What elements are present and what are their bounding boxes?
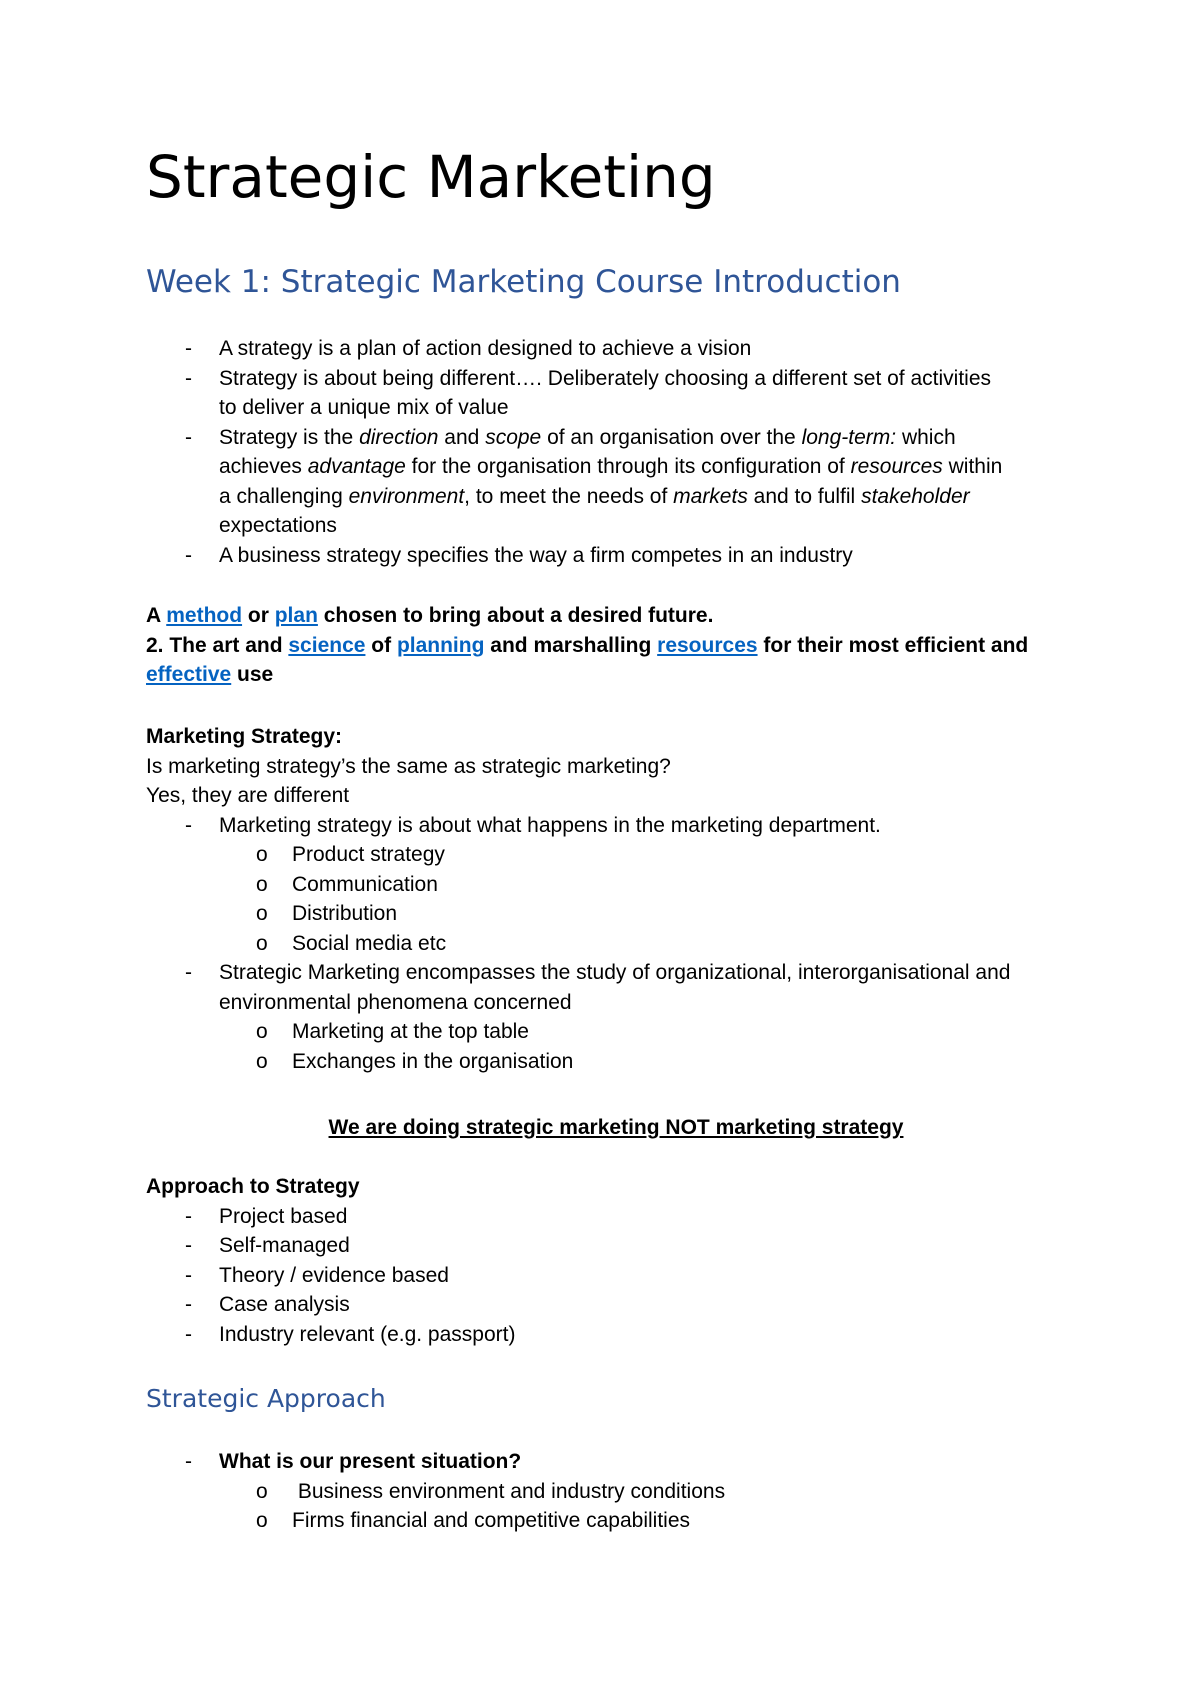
answer-text: Yes, they are different	[146, 784, 350, 807]
list-item: - A business strategy specifies the way a firm competes in an industry	[146, 541, 1086, 571]
sub-list-item: o Business environment and industry conditions	[146, 1477, 1086, 1507]
list-item: - What is our present situation?	[146, 1447, 1086, 1477]
bullet-dash: -	[185, 425, 192, 449]
sub-list-item: o Product strategy	[146, 840, 1086, 870]
sub-bullet: o	[256, 1049, 268, 1073]
bullet-dash: -	[185, 366, 192, 390]
bullet-dash: -	[185, 1450, 192, 1473]
emphasis-line	[146, 1113, 1086, 1143]
list-item-continuation: a challenging environment, to meet the needs of markets and to fulfil stakeholder	[219, 484, 970, 508]
intro-bullets	[146, 334, 1086, 570]
bullet-dash: -	[185, 337, 192, 360]
sub-bullet: o	[256, 1020, 268, 1043]
link-effective[interactable]: effective	[146, 663, 232, 686]
link-planning[interactable]: planning	[396, 633, 485, 657]
bullet-dash: -	[185, 1263, 192, 1287]
sub-list-item: o Communication	[146, 870, 1086, 900]
sub-bullet: o	[256, 1479, 268, 1503]
list-item: - Strategy is the direction and scope of an organisation over the long-term: which	[146, 423, 1086, 453]
list-item-continuation: expectations	[219, 514, 337, 537]
list-item: - Marketing strategy is about what happens in the marketing department.	[146, 811, 1086, 841]
link-resources[interactable]: resources	[657, 633, 758, 657]
list-item: - Strategy is about being different…. Deliberately choosing a different set of activities	[146, 364, 1086, 394]
sub-bullet: o	[256, 1509, 268, 1532]
link-method[interactable]: method	[166, 604, 243, 627]
approach-section	[146, 1172, 1086, 1349]
list-item: - A strategy is a plan of action designed to achieve a vision	[146, 334, 1086, 364]
bullet-dash: -	[185, 543, 192, 567]
sub-bullet: o	[256, 902, 268, 925]
bullet-dash: -	[185, 1322, 192, 1346]
sub-bullet: o	[256, 843, 268, 866]
week1-heading: Week 1: Strategic Marketing Course Introduction	[146, 264, 901, 300]
definition-line: A method or plan chosen to bring about a desired future.	[146, 604, 714, 627]
link-science[interactable]: science	[288, 633, 366, 657]
sub-list-item: o Firms financial and competitive capabilities	[146, 1506, 1086, 1536]
section-heading: Approach to Strategy	[146, 1175, 360, 1198]
list-item: - Theory / evidence based	[146, 1261, 1086, 1291]
list-item-continuation: to deliver a unique mix of value	[219, 396, 509, 419]
sub-list-item: o Social media etc	[146, 929, 1086, 959]
list-item: - Project based	[146, 1202, 1086, 1232]
sub-list-item: o Exchanges in the organisation	[146, 1047, 1086, 1077]
document-title: Strategic Marketing	[146, 143, 716, 211]
strategic-approach-heading: Strategic Approach	[146, 1384, 386, 1413]
list-item: - Industry relevant (e.g. passport)	[146, 1320, 1086, 1350]
sub-list-item: o Marketing at the top table	[146, 1017, 1086, 1047]
sub-bullet: o	[256, 931, 268, 955]
question-text: Is marketing strategy’s the same as strategic marketing?	[146, 754, 671, 778]
sub-bullet: o	[256, 872, 268, 896]
bullet-dash: -	[185, 1293, 192, 1316]
bullet-dash: -	[185, 1204, 192, 1228]
bullet-dash: -	[185, 961, 192, 984]
list-item-continuation: achieves advantage for the organisation through its configuration of resources within	[219, 455, 1003, 478]
list-item: - Case analysis	[146, 1290, 1086, 1320]
bullet-dash: -	[185, 1234, 192, 1257]
list-item-continuation: environmental phenomena concerned	[219, 990, 572, 1014]
definition-line: effective use	[146, 663, 274, 686]
list-item: - Self-managed	[146, 1231, 1086, 1261]
bullet-dash: -	[185, 813, 192, 837]
sub-list-item: o Distribution	[146, 899, 1086, 929]
strategic-approach-list	[146, 1447, 1086, 1536]
link-plan[interactable]: plan	[274, 604, 318, 627]
section-heading: Marketing Strategy:	[146, 725, 343, 748]
definition-line: 2. The art and science of planning and marshalling resources for their most efficient and	[146, 633, 1029, 657]
definition-paragraph	[146, 601, 1086, 690]
emphasis-text: We are doing strategic marketing NOT marketing strategy	[328, 1116, 904, 1139]
list-item: - Strategic Marketing encompasses the study of organizational, interorganisational and	[146, 958, 1086, 988]
marketing-strategy-section	[146, 722, 1086, 1076]
